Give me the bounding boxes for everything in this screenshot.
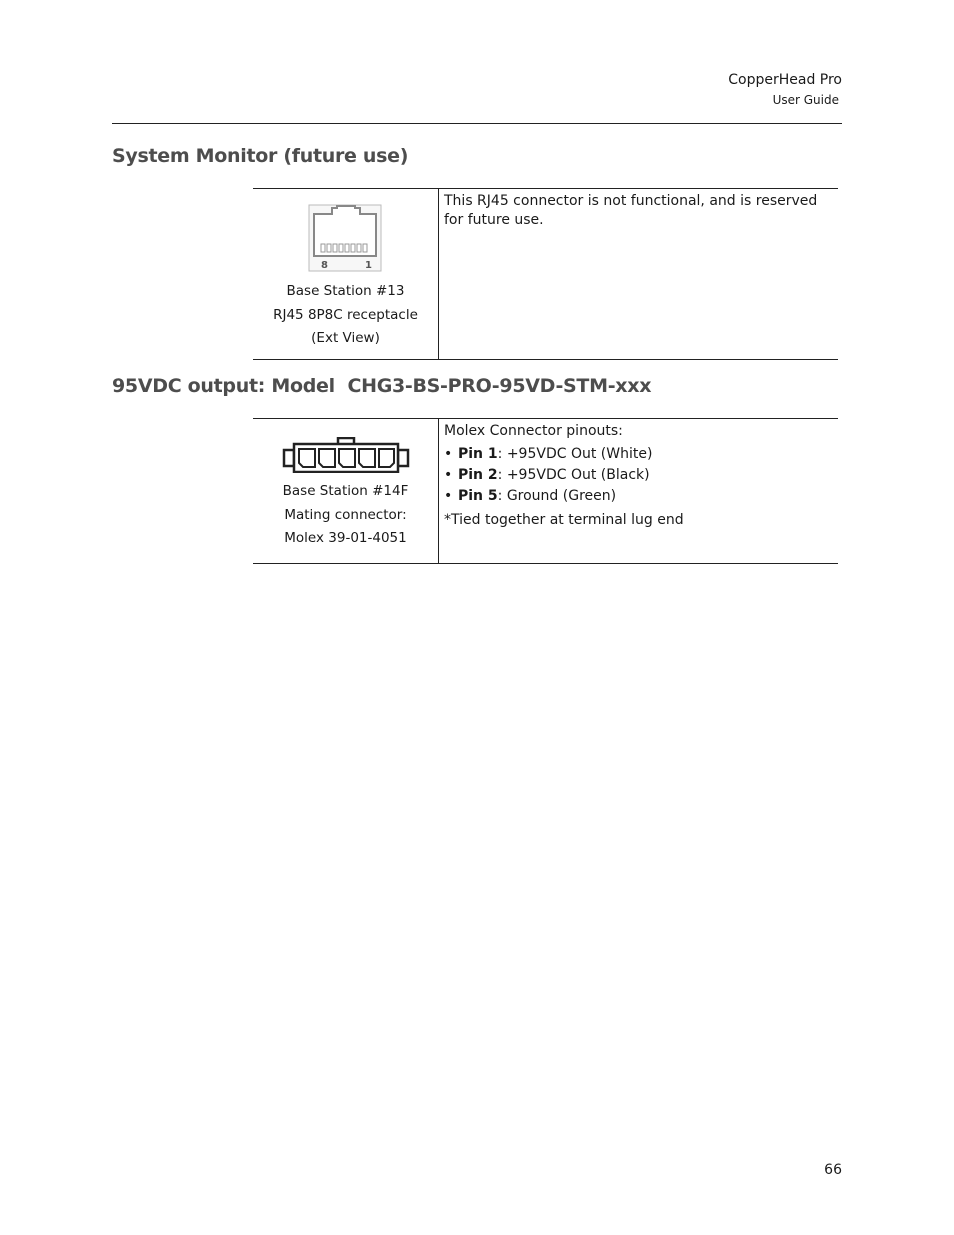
caption-line: Molex 39-01-4051 [284,530,407,546]
description-cell [439,419,839,564]
caption-line: (Ext View) [311,330,380,346]
caption-line: Mating connector: [284,506,407,523]
pinout-list [444,444,833,507]
section-title-95vdc-output: 95VDC output: Model CHG3-BS-PRO-95VD-STM-xxx [112,375,652,397]
pin-desc: : +95VDC Out (Black) [497,467,650,483]
caption-line: Base Station #13 [286,283,405,299]
pin-label-1: 1 [364,260,372,271]
description-cell [439,189,839,360]
page-header [728,70,842,109]
connector-cell [253,419,439,564]
list-item [444,465,833,486]
list-item [444,444,833,465]
caption-line: Base Station #14F [282,483,409,499]
pin-id: Pin 1 [458,446,498,462]
connector-cell [253,189,439,360]
description-text: This RJ45 connector is not functional, and is reserved for future use. [444,193,818,228]
rj45-receptacle-icon [308,204,384,276]
page-number: 66 [824,1162,842,1178]
pin-id: Pin 5 [458,488,498,504]
list-item [444,486,833,507]
pinout-heading: Molex Connector pinouts: [444,423,623,439]
product-name: CopperHead Pro [728,72,842,88]
section-title-system-monitor: System Monitor (future use) [112,145,409,167]
molex-connector-icon [282,437,410,473]
caption-line: RJ45 8P8C receptacle [273,306,418,323]
system-monitor-table [253,188,838,360]
connector-caption [253,480,438,551]
footnote: *Tied together at terminal lug end [444,512,684,528]
header-rule [112,123,842,124]
pin-desc: : Ground (Green) [497,488,617,504]
document-type: User Guide [772,93,839,107]
pin-desc: : +95VDC Out (White) [497,446,653,462]
95vdc-output-table [253,418,838,564]
connector-caption [253,280,438,351]
pin-label-8: 8 [320,260,328,271]
pin-id: Pin 2 [458,467,498,483]
